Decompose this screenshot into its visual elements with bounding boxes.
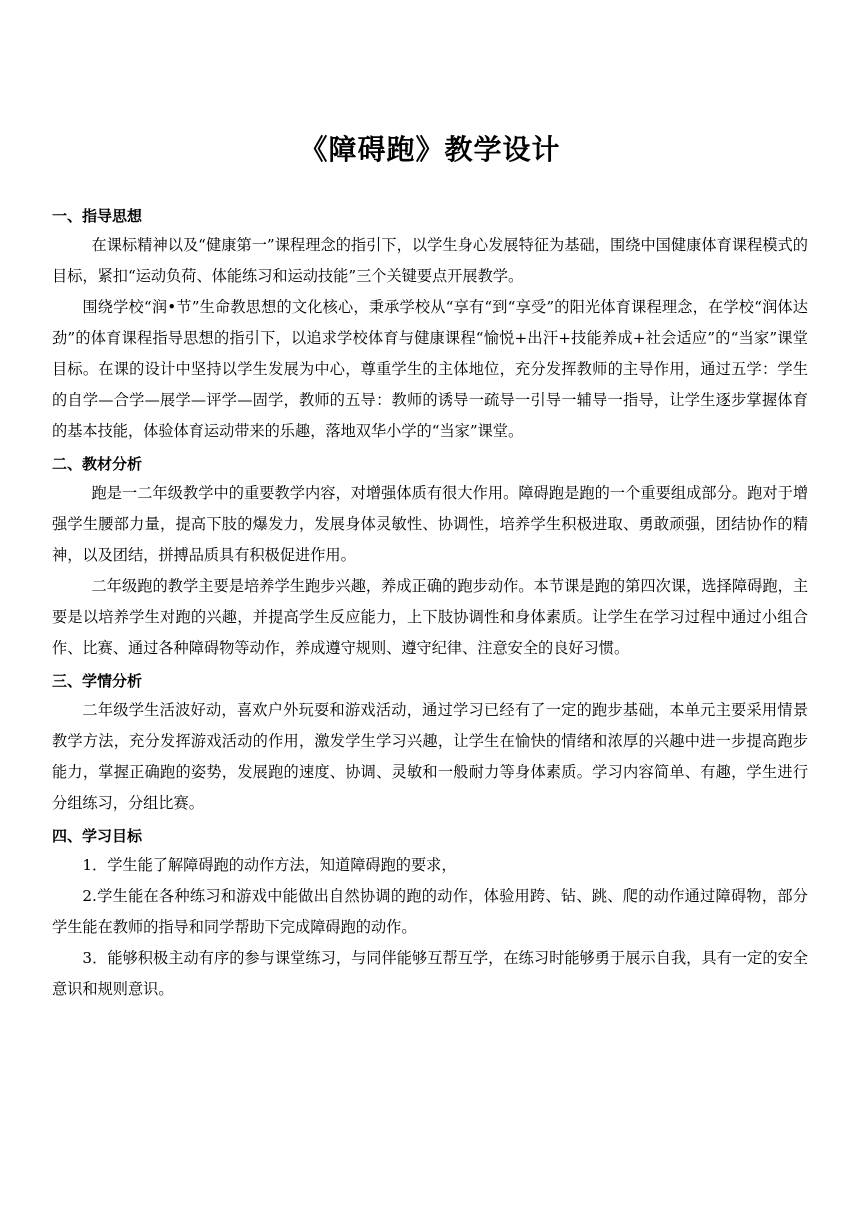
section-heading: 三、学情分析 <box>52 672 143 690</box>
goal-item: 2.学生能在各种练习和游戏中能做出自然协调的跑的动作，体验用跨、钻、跳、爬的动作通过障碍物，部分学生能在教师的指导和同学帮助下完成障碍跑的动作。 <box>52 887 808 936</box>
paragraph: 围绕学校“润•节”生命教思想的文化核心，秉承学校从“享有“到“享受”的阳光体育课程理念，在学校“润体达劲”的体育课程指导思想的指引下，以追求学校体育与健康课程“愉悦+出汗+技能养成+社会适应”的“当家”课堂目标。在课的设计中坚持以学生发展为中心，尊重学生的主体地位，充分发挥教师的主导作用，通过五学：学生的自学—合学—展学—评学—固学，教师的五导：教师的诱导一疏导一引导一辅导一指导，让学生逐步掌握体育的基本技能，体验体育运动带来的乐趣，落地双华小学的“当家”课堂。 <box>52 298 808 440</box>
section-guiding-thought <box>52 202 808 447</box>
goal-item: 1．学生能了解障碍跑的动作方法，知道障碍跑的要求， <box>82 856 457 874</box>
paragraph: 跑是一二年级教学中的重要教学内容，对增强体质有很大作用。障碍跑是跑的一个重要组成部分。跑对于增强学生腰部力量，提高下肢的爆发力，发展身体灵敏性、协调性，培养学生积极进取、勇敢顽强，团结协作的精神，以及团结，拼搏品质具有积极促进作用。 <box>52 484 808 564</box>
section-learning-goals <box>52 822 808 1005</box>
paragraph: 二年级学生活波好动，喜欢户外玩耍和游戏活动，通过学习已经有了一定的跑步基础，本单元主要采用情景教学方法，充分发挥游戏活动的作用，激发学生学习兴趣，让学生在愉快的情绪和浓厚的兴趣中进一步提高跑步能力，掌握正确跑的姿势，发展跑的速度、协调、灵敏和一般耐力等身体素质。学习内容简单、有趣，学生进行分组练习，分组比赛。 <box>52 701 808 812</box>
section-heading: 一、指导思想 <box>52 207 143 225</box>
document-body <box>52 202 808 1005</box>
paragraph: 二年级跑的教学主要是培养学生跑步兴趣，养成正确的跑步动作。本节课是跑的第四次课，选择障碍跑，主要是以培养学生对跑的兴趣，并提高学生反应能力，上下肢协调性和身体素质。让学生在学习过程中通过小组合作、比赛、通过各种障碍物等动作，养成遵守规则、遵守纪律、注意安全的良好习惯。 <box>52 577 808 657</box>
section-material-analysis <box>52 450 808 664</box>
section-student-analysis <box>52 667 808 819</box>
section-heading: 二、教材分析 <box>52 455 143 473</box>
section-heading: 四、学习目标 <box>52 827 143 845</box>
goal-item: 3．能够积极主动有序的参与课堂练习，与同伴能够互帮互学，在练习时能够勇于展示自我，具有一定的安全意识和规则意识。 <box>52 949 808 998</box>
document-title: 《障碍跑》教学设计 <box>299 133 561 166</box>
paragraph: 在课标精神以及“健康第一”课程理念的指引下，以学生身心发展特征为基础，围绕中国健康体育课程模式的目标，紧扣“运动负荷、体能练习和运动技能”三个关键要点开展教学。 <box>52 236 808 285</box>
